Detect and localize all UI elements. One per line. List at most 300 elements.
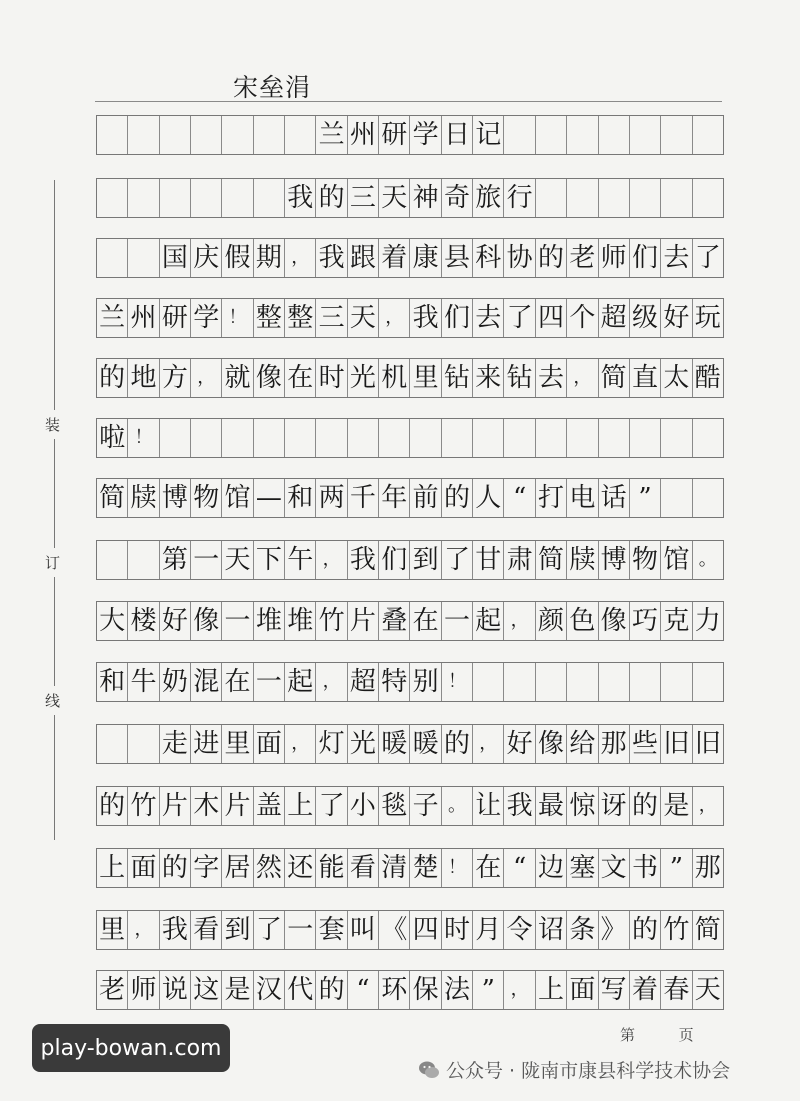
- account-watermark: [418, 1056, 730, 1083]
- grid-cell: 别: [410, 663, 441, 701]
- grid-cell: [567, 179, 598, 217]
- grid-cell: 学: [410, 116, 441, 154]
- grid-cell: 我: [285, 179, 316, 217]
- grid-cell: 看: [191, 911, 222, 949]
- grid-cell: 旅: [473, 179, 504, 217]
- grid-cell: —: [254, 479, 285, 517]
- grid-cell: 在: [222, 663, 253, 701]
- author-name: 宋垒涓: [233, 73, 312, 102]
- grid-cell: 进: [191, 725, 222, 763]
- grid-cell: 和: [285, 479, 316, 517]
- page-number-label: [620, 1024, 694, 1045]
- page-label-suffix: 页: [678, 1026, 694, 1044]
- grid-cell: 暖: [379, 725, 410, 763]
- grid-cell: 法: [442, 971, 473, 1009]
- grid-cell: [536, 663, 567, 701]
- grid-cell: 毯: [379, 787, 410, 825]
- grid-cell: 一: [191, 541, 222, 579]
- grid-cell: 了: [442, 541, 473, 579]
- grid-cell: 木: [191, 787, 222, 825]
- grid-cell: [630, 116, 661, 154]
- grid-cell: 我: [504, 787, 535, 825]
- grid-cell: 地: [128, 359, 159, 397]
- grid-cell: [97, 725, 128, 763]
- grid-cell: 力: [694, 606, 721, 636]
- site-watermark: play-bowan.com: [32, 1024, 230, 1072]
- grid-cell: [473, 419, 504, 457]
- grid-cell: 研: [379, 116, 410, 154]
- grid-cell: 居: [222, 849, 253, 887]
- grid-cell: [410, 419, 441, 457]
- grid-cell: [504, 663, 535, 701]
- grid-cell: ！: [222, 299, 253, 337]
- binding-mark-zhuang: 装: [45, 410, 60, 439]
- grid-cell: 片: [160, 787, 191, 825]
- grid-cell: [128, 541, 159, 579]
- grid-cell: 边: [536, 849, 567, 887]
- grid-cell: 去: [661, 239, 692, 277]
- grid-cell: 了: [254, 911, 285, 949]
- grid-cell: ”: [473, 971, 504, 1009]
- binding-line: [54, 180, 55, 840]
- grid-cell: 片: [348, 602, 379, 640]
- grid-cell: 们: [442, 299, 473, 337]
- grid-cell: 清: [379, 849, 410, 887]
- grid-cell: 三: [316, 299, 347, 337]
- grid-cell: 第: [160, 541, 191, 579]
- grid-cell: 牍: [567, 541, 598, 579]
- grid-cell: [599, 663, 630, 701]
- grid-cell: 光: [348, 359, 379, 397]
- grid-cell: “: [504, 849, 535, 887]
- grid-cell: 简: [536, 541, 567, 579]
- grid-cell: 堆: [285, 602, 316, 640]
- grid-cell: 午: [285, 541, 316, 579]
- grid-cell: 跟: [348, 239, 379, 277]
- grid-cell: 特: [379, 663, 410, 701]
- grid-row: [96, 848, 724, 888]
- grid-cell: 的: [97, 787, 128, 825]
- grid-cell: 国: [160, 239, 191, 277]
- grid-cell: 我: [160, 911, 191, 949]
- grid-cell: 超: [599, 299, 630, 337]
- grid-cell: 就: [222, 359, 253, 397]
- grid-cell: 子: [410, 787, 441, 825]
- grid-cell: 千: [348, 479, 379, 517]
- grid-cell: 。: [698, 549, 717, 570]
- grid-cell: ，: [504, 602, 535, 640]
- grid-cell: [128, 725, 159, 763]
- grid-cell: 到: [222, 911, 253, 949]
- grid-cell: 天: [222, 541, 253, 579]
- grid-cell: 我: [410, 299, 441, 337]
- grid-cell: 小: [348, 787, 379, 825]
- grid-cell: [630, 419, 661, 457]
- grid-cell: “: [504, 479, 535, 517]
- page-label-prefix: 第: [620, 1026, 636, 1044]
- grid-cell: [160, 179, 191, 217]
- grid-row: [96, 970, 724, 1010]
- grid-cell: 然: [254, 849, 285, 887]
- grid-cell: 们: [630, 239, 661, 277]
- grid-cell: 天: [379, 179, 410, 217]
- grid-cell: 灯: [316, 725, 347, 763]
- grid-cell: [599, 116, 630, 154]
- grid-cell: [254, 419, 285, 457]
- grid-cell: ，: [473, 725, 504, 763]
- grid-cell: 博: [599, 541, 630, 579]
- grid-cell: 整: [254, 299, 285, 337]
- grid-cell: 面: [254, 725, 285, 763]
- grid-cell: 直: [630, 359, 661, 397]
- grid-cell: 令: [504, 911, 535, 949]
- grid-cell: 叠: [379, 602, 410, 640]
- grid-cell: 兰: [316, 116, 347, 154]
- grid-cell: ”: [630, 479, 661, 517]
- grid-cell: 去: [473, 299, 504, 337]
- grid-cell: [379, 419, 410, 457]
- grid-cell: 年: [379, 479, 410, 517]
- grid-cell: [567, 663, 598, 701]
- grid-cell: [536, 116, 567, 154]
- grid-cell: [128, 116, 159, 154]
- grid-cell: [160, 116, 191, 154]
- grid-cell: 起: [285, 663, 316, 701]
- grid-cell: 那: [599, 725, 630, 763]
- grid-cell: 方: [160, 359, 191, 397]
- grid-cell: 玩: [694, 303, 721, 333]
- grid-cell: 讶: [599, 787, 630, 825]
- grid-cell: [442, 419, 473, 457]
- grid-cell: 塞: [567, 849, 598, 887]
- grid-cell: 是: [661, 787, 692, 825]
- grid-cell: 里: [410, 359, 441, 397]
- grid-cell: 竹: [661, 911, 692, 949]
- grid-cell: 简: [599, 359, 630, 397]
- grid-cell: ，: [285, 239, 316, 277]
- grid-cell: 简: [694, 915, 721, 945]
- grid-cell: [222, 116, 253, 154]
- grid-cell: 到: [410, 541, 441, 579]
- grid-cell: 县: [442, 239, 473, 277]
- grid-cell: 肃: [504, 541, 535, 579]
- grid-row: [96, 910, 724, 950]
- grid-cell: 一: [442, 602, 473, 640]
- grid-cell: [254, 179, 285, 217]
- grid-cell: 个: [567, 299, 598, 337]
- grid-cell: 在: [410, 602, 441, 640]
- grid-cell: 像: [254, 359, 285, 397]
- grid-cell: ，: [567, 359, 598, 397]
- grid-cell: 字: [191, 849, 222, 887]
- grid-cell: 了: [504, 299, 535, 337]
- grid-cell: ，: [285, 725, 316, 763]
- grid-row: [96, 540, 724, 580]
- grid-cell: 惊: [567, 787, 598, 825]
- grid-cell: 机: [379, 359, 410, 397]
- grid-cell: 馆: [222, 479, 253, 517]
- grid-row: [96, 662, 724, 702]
- grid-cell: 旧: [694, 729, 721, 759]
- wechat-icon: [418, 1059, 440, 1081]
- grid-cell: 太: [661, 359, 692, 397]
- grid-cell: 在: [285, 359, 316, 397]
- grid-cell: 来: [473, 359, 504, 397]
- grid-cell: [97, 179, 128, 217]
- grid-cell: [630, 663, 661, 701]
- grid-cell: [222, 179, 253, 217]
- grid-cell: 着: [379, 239, 410, 277]
- grid-cell: [693, 179, 723, 217]
- grid-cell: 电: [567, 479, 598, 517]
- grid-cell: ！: [442, 849, 473, 887]
- grid-cell: [254, 116, 285, 154]
- grid-cell: 光: [348, 725, 379, 763]
- grid-row: [96, 178, 724, 218]
- grid-cell: 去: [536, 359, 567, 397]
- account-name: 公众号 · 陇南市康县科学技术协会: [446, 1060, 731, 1082]
- grid-cell: 的: [536, 239, 567, 277]
- grid-cell: 春: [661, 971, 692, 1009]
- grid-cell: 给: [567, 725, 598, 763]
- grid-cell: 里: [97, 911, 128, 949]
- grid-row: [96, 358, 724, 398]
- grid-cell: 旧: [661, 725, 692, 763]
- grid-cell: ，: [698, 795, 717, 816]
- grid-cell: 是: [222, 971, 253, 1009]
- grid-cell: ，: [379, 299, 410, 337]
- grid-cell: [128, 179, 159, 217]
- grid-cell: [504, 419, 535, 457]
- grid-cell: [599, 179, 630, 217]
- grid-cell: [693, 663, 723, 701]
- grid-cell: [191, 116, 222, 154]
- grid-cell: 片: [222, 787, 253, 825]
- grid-cell: [191, 419, 222, 457]
- grid-cell: 奶: [160, 663, 191, 701]
- grid-cell: 日: [442, 116, 473, 154]
- grid-cell: 看: [348, 849, 379, 887]
- grid-cell: 像: [599, 602, 630, 640]
- grid-cell: [97, 116, 128, 154]
- grid-cell: [693, 479, 723, 517]
- grid-cell: 环: [379, 971, 410, 1009]
- grid-cell: ，: [316, 663, 347, 701]
- grid-cell: 的: [630, 787, 661, 825]
- grid-cell: 色: [567, 602, 598, 640]
- grid-cell: 上: [97, 849, 128, 887]
- grid-cell: 混: [191, 663, 222, 701]
- grid-cell: 啦: [97, 419, 128, 457]
- grid-cell: 行: [504, 179, 535, 217]
- grid-cell: 物: [630, 541, 661, 579]
- grid-cell: 了: [694, 243, 721, 273]
- grid-cell: 上: [285, 787, 316, 825]
- grid-cell: 的: [160, 849, 191, 887]
- grid-cell: 面: [567, 971, 598, 1009]
- grid-cell: [599, 419, 630, 457]
- grid-cell: [567, 419, 598, 457]
- grid-cell: ！: [128, 419, 159, 457]
- grid-row: [96, 478, 724, 518]
- grid-cell: 牛: [128, 663, 159, 701]
- grid-cell: 科: [473, 239, 504, 277]
- grid-cell: 研: [160, 299, 191, 337]
- grid-cell: 书: [630, 849, 661, 887]
- grid-cell: [348, 419, 379, 457]
- grid-cell: 竹: [316, 602, 347, 640]
- grid-cell: 汉: [254, 971, 285, 1009]
- grid-cell: [285, 419, 316, 457]
- grid-cell: 四: [536, 299, 567, 337]
- grid-cell: [128, 239, 159, 277]
- grid-cell: 说: [160, 971, 191, 1009]
- grid-cell: 像: [536, 725, 567, 763]
- grid-cell: 楼: [128, 602, 159, 640]
- grid-cell: 四: [410, 911, 441, 949]
- grid-cell: [693, 419, 723, 457]
- grid-cell: 甘: [473, 541, 504, 579]
- grid-cell: 老: [567, 239, 598, 277]
- grid-cell: 州: [348, 116, 379, 154]
- grid-cell: 一: [222, 602, 253, 640]
- grid-row: [96, 786, 724, 826]
- grid-cell: 牍: [128, 479, 159, 517]
- grid-cell: 级: [630, 299, 661, 337]
- grid-cell: 三: [348, 179, 379, 217]
- grid-cell: 期: [254, 239, 285, 277]
- grid-cell: 里: [222, 725, 253, 763]
- grid-cell: 》: [599, 911, 630, 949]
- grid-cell: [222, 419, 253, 457]
- grid-row: [96, 298, 724, 338]
- grid-cell: 盖: [254, 787, 285, 825]
- grid-cell: 竹: [128, 787, 159, 825]
- grid-cell: 楚: [410, 849, 441, 887]
- grid-cell: 假: [222, 239, 253, 277]
- grid-cell: [661, 419, 692, 457]
- grid-cell: [504, 116, 535, 154]
- grid-cell: 叫: [348, 911, 379, 949]
- grid-row: [96, 601, 724, 641]
- grid-cell: 酷: [694, 363, 721, 393]
- grid-cell: ，: [504, 971, 535, 1009]
- grid-cell: 打: [536, 479, 567, 517]
- grid-cell: 的: [316, 971, 347, 1009]
- grid-cell: 神: [410, 179, 441, 217]
- grid-cell: [97, 239, 128, 277]
- grid-cell: ，: [316, 541, 347, 579]
- grid-cell: 大: [97, 602, 128, 640]
- grid-cell: ”: [661, 849, 692, 887]
- grid-cell: 了: [316, 787, 347, 825]
- grid-cell: 像: [191, 602, 222, 640]
- grid-cell: 暖: [410, 725, 441, 763]
- grid-cell: 师: [599, 239, 630, 277]
- grid-cell: 上: [536, 971, 567, 1009]
- grid-cell: 堆: [254, 602, 285, 640]
- grid-cell: 的: [442, 725, 473, 763]
- binding-mark-ding: 订: [45, 548, 60, 577]
- grid-cell: 文: [599, 849, 630, 887]
- grid-cell: 保: [410, 971, 441, 1009]
- grid-cell: 博: [160, 479, 191, 517]
- grid-cell: 两: [316, 479, 347, 517]
- grid-cell: ，: [128, 911, 159, 949]
- grid-cell: 和: [97, 663, 128, 701]
- grid-cell: 物: [191, 479, 222, 517]
- grid-cell: 整: [285, 299, 316, 337]
- grid-cell: 。: [442, 787, 473, 825]
- grid-cell: 我: [316, 239, 347, 277]
- grid-cell: 好: [160, 602, 191, 640]
- grid-cell: 克: [661, 602, 692, 640]
- grid-cell: 套: [316, 911, 347, 949]
- grid-row: [96, 115, 724, 155]
- grid-cell: 话: [599, 479, 630, 517]
- grid-cell: 好: [504, 725, 535, 763]
- grid-cell: 代: [285, 971, 316, 1009]
- grid-cell: [567, 116, 598, 154]
- grid-cell: 诏: [536, 911, 567, 949]
- grid-cell: 的: [630, 911, 661, 949]
- grid-cell: 老: [97, 971, 128, 1009]
- grid-cell: 康: [410, 239, 441, 277]
- grid-cell: 走: [160, 725, 191, 763]
- grid-cell: 人: [473, 479, 504, 517]
- grid-cell: 简: [97, 479, 128, 517]
- grid-cell: 钻: [504, 359, 535, 397]
- grid-cell: 下: [254, 541, 285, 579]
- grid-cell: [693, 116, 723, 154]
- grid-cell: 超: [348, 663, 379, 701]
- grid-cell: 一: [254, 663, 285, 701]
- grid-cell: [160, 419, 191, 457]
- grid-cell: 兰: [97, 299, 128, 337]
- grid-cell: 这: [191, 971, 222, 1009]
- grid-cell: 钻: [442, 359, 473, 397]
- header-rule: [95, 101, 722, 102]
- grid-cell: 天: [348, 299, 379, 337]
- grid-cell: [536, 179, 567, 217]
- grid-cell: 那: [694, 853, 721, 883]
- grid-cell: 庆: [191, 239, 222, 277]
- grid-row: [96, 724, 724, 764]
- grid-cell: 能: [316, 849, 347, 887]
- grid-cell: [191, 179, 222, 217]
- grid-cell: 最: [536, 787, 567, 825]
- grid-cell: 在: [473, 849, 504, 887]
- grid-cell: 我: [348, 541, 379, 579]
- grid-cell: ！: [442, 663, 473, 701]
- grid-cell: 颜: [536, 602, 567, 640]
- grid-cell: [661, 179, 692, 217]
- grid-cell: [661, 116, 692, 154]
- grid-cell: [97, 541, 128, 579]
- grid-cell: 起: [473, 602, 504, 640]
- grid-cell: 协: [504, 239, 535, 277]
- grid-cell: 前: [410, 479, 441, 517]
- grid-cell: 写: [599, 971, 630, 1009]
- grid-cell: [536, 419, 567, 457]
- grid-cell: 们: [379, 541, 410, 579]
- grid-cell: 还: [285, 849, 316, 887]
- grid-row: [96, 418, 724, 458]
- grid-cell: 好: [661, 299, 692, 337]
- grid-cell: “: [348, 971, 379, 1009]
- grid-cell: [661, 663, 692, 701]
- grid-cell: [630, 179, 661, 217]
